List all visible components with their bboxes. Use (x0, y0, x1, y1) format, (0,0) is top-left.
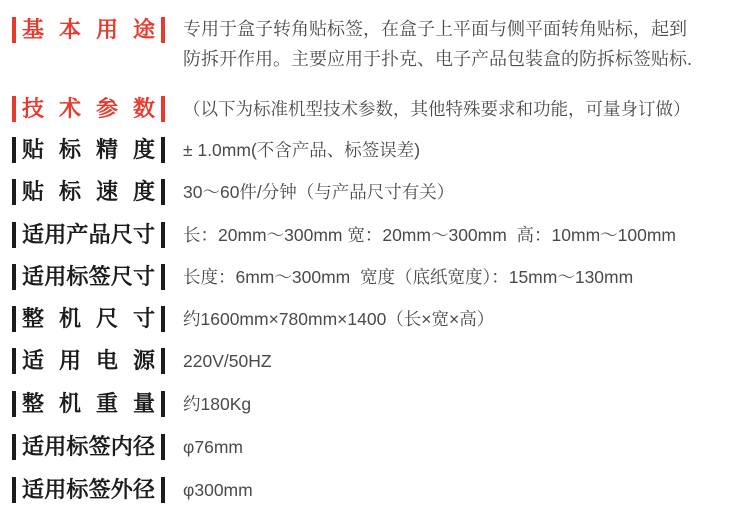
spec-row-5 (0, 221, 750, 249)
label-bar-right (161, 17, 165, 43)
label-bar-right (161, 137, 165, 163)
spec-value: 约1600mm×780mm×1400（长×宽×高） (183, 309, 495, 329)
spec-label-text: 基 本 用 途 (22, 17, 155, 42)
spec-label-text: 适 用 标 签 内 径 (22, 434, 155, 459)
spec-row-2 (0, 95, 750, 123)
spec-label (12, 433, 165, 461)
spec-row-10 (0, 433, 750, 461)
spec-label-text: 整 机 尺 寸 (22, 306, 155, 331)
label-bar-right (161, 348, 165, 374)
spec-label (12, 305, 165, 333)
spec-label-text: 贴 标 精 度 (22, 137, 155, 162)
spec-row-6 (0, 263, 750, 291)
spec-label-text: 贴 标 速 度 (22, 179, 155, 204)
spec-label-text: 适 用 标 签 外 径 (22, 477, 155, 502)
spec-row-3 (0, 136, 750, 164)
spec-value: 约180Kg (183, 394, 252, 414)
spec-value-line: 专用于盒子转角贴标签，在盒子上平面与侧平面转角贴标，起到 (183, 19, 687, 39)
spec-label (12, 136, 165, 164)
spec-value (183, 14, 692, 74)
spec-label (12, 221, 165, 249)
spec-value: φ76mm (183, 437, 243, 457)
spec-value: 220V/50HZ (183, 351, 272, 371)
label-bar-right (161, 222, 165, 248)
spec-label (12, 16, 165, 44)
spec-label (12, 95, 165, 123)
spec-label-text: 整 机 重 量 (22, 391, 155, 416)
spec-value: 长度：6mm～300mm 宽度（底纸宽度）：15mm～130mm (183, 267, 634, 287)
spec-label-text: 适 用 产 品 尺 寸 (22, 222, 155, 247)
spec-value: ± 1.0mm(不含产品、标签误差) (183, 140, 421, 160)
label-bar-right (161, 477, 165, 503)
spec-value: 30～60件/分钟（与产品尺寸有关） (183, 182, 455, 202)
spec-row-7 (0, 305, 750, 333)
spec-row-1 (0, 16, 750, 69)
spec-value-line: 防拆开作用。主要应用于扑克、电子产品包装盒的防拆标签贴标. (183, 49, 692, 69)
spec-label (12, 390, 165, 418)
spec-value: φ300mm (183, 480, 253, 500)
label-bar-right (161, 179, 165, 205)
spec-label (12, 178, 165, 206)
label-bar-right (161, 391, 165, 417)
label-bar-right (161, 434, 165, 460)
spec-row-4 (0, 178, 750, 206)
label-bar-right (161, 96, 165, 122)
spec-label (12, 263, 165, 291)
label-bar-right (161, 264, 165, 290)
spec-label (12, 476, 165, 504)
spec-row-9 (0, 390, 750, 418)
spec-value: 长：20mm～300mm 宽：20mm～300mm 高：10mm～100mm (183, 225, 677, 245)
spec-label-text: 技 术 参 数 (22, 96, 155, 121)
spec-label-text: 适 用 电 源 (22, 348, 155, 373)
spec-label-text: 适 用 标 签 尺 寸 (22, 264, 155, 289)
spec-value: （以下为标准机型技术参数，其他特殊要求和功能，可量身订做） (183, 99, 691, 119)
spec-label (12, 347, 165, 375)
label-bar-right (161, 306, 165, 332)
spec-row-8 (0, 347, 750, 375)
spec-row-11 (0, 476, 750, 504)
